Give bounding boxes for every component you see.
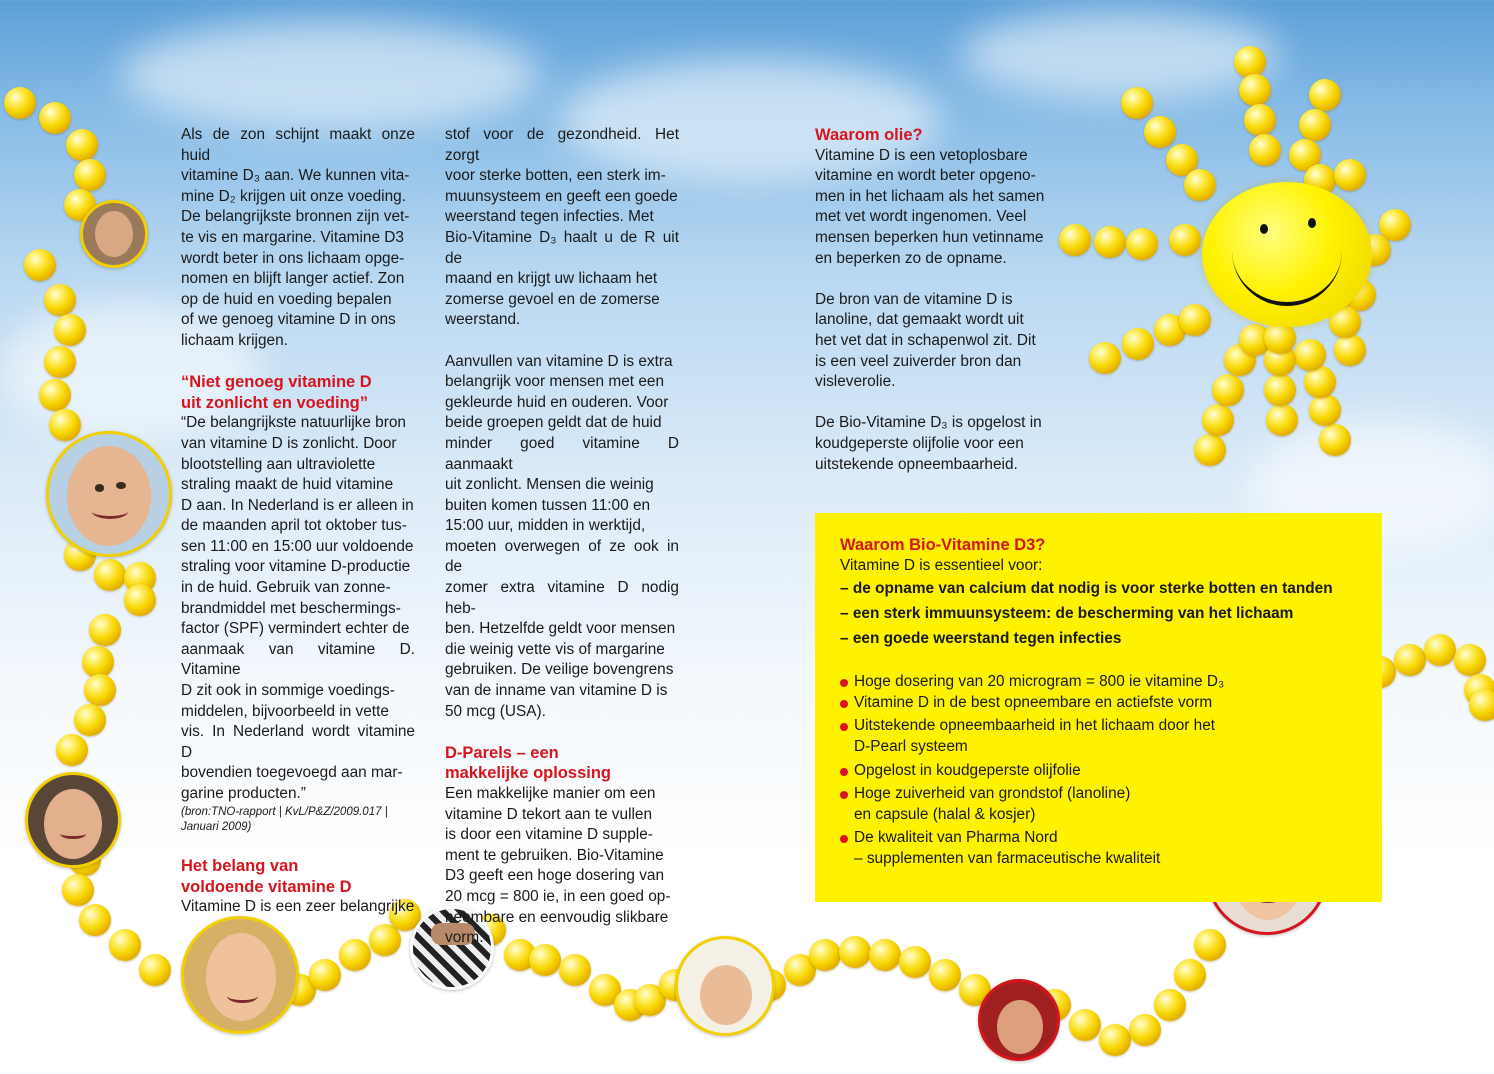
text-line: garine producten.” (181, 785, 306, 802)
column-2 (445, 125, 679, 949)
citation-line: (bron:TNO-rapport | KvL/P&Z/2009.017 | (181, 805, 388, 818)
benefit-dash-item: – een sterk immuunsysteem: de bescherming van het lichaam (840, 605, 1294, 623)
benefit-dash-item: – een goede weerstand tegen infecties (840, 630, 1122, 648)
heading-line: Het belang van (181, 857, 299, 876)
capsule-bead (109, 929, 141, 961)
text-line: Vitamine D is een vetoplosbare (815, 146, 1028, 164)
text-line: koudgeperste olijfolie voor een (815, 434, 1024, 452)
text-line: minder goed vitamine D aanmaakt (445, 434, 679, 473)
text-line: De Bio-Vitamine D₃ is opgelost in (815, 414, 1042, 432)
capsule-bead (39, 102, 71, 134)
bullet-line: Hoge zuiverheid van grondstof (lanoline) (854, 785, 1131, 803)
capsule-bead (1194, 434, 1226, 466)
capsule-bead (1244, 104, 1276, 136)
col2-paragraph-2 (445, 352, 679, 723)
portrait-laughing-woman (181, 916, 299, 1034)
bullet-line: D-Pearl systeem (854, 737, 968, 755)
capsule-bead (1264, 374, 1296, 406)
capsule-bead (1212, 374, 1244, 406)
capsule-bead (1122, 328, 1154, 360)
text-line: vitamine D₃ aan. We kunnen vita- (181, 167, 410, 185)
text-line: straling maakt de huid vitamine (181, 476, 394, 494)
capsule-bead (1454, 644, 1486, 676)
capsule-bead (1069, 1009, 1101, 1041)
capsule-bead (1394, 644, 1426, 676)
capsule-bead (84, 674, 116, 706)
capsule-bead (899, 946, 931, 978)
text-line: zomerse gevoel en de zomerse (445, 290, 660, 308)
capsule-bead (54, 314, 86, 346)
capsule-bead (1309, 394, 1341, 426)
capsule-bead (1249, 134, 1281, 166)
capsule-bead (1202, 404, 1234, 436)
text-line: lichaam krijgen. (181, 331, 288, 349)
text-line: het vet dat in schapenwol zit. Dit (815, 331, 1036, 349)
bullet-line: en capsule (halal & kosjer) (854, 805, 1036, 823)
capsule-bead (49, 409, 81, 441)
text-line: van de inname van vitamine D is (445, 682, 668, 700)
bullet-line: Uitstekende opneembaarheid in het lichaam door het (854, 717, 1216, 735)
text-line: 50 mcg (USA). (445, 702, 546, 720)
capsule-bead (1154, 989, 1186, 1021)
text-line: voor sterke botten, een sterk im- (445, 167, 666, 185)
text-line: bovendien toegevoegd aan mar- (181, 764, 403, 782)
capsule-bead (1319, 424, 1351, 456)
capsule-bead (74, 159, 106, 191)
capsule-bead (1184, 169, 1216, 201)
text-line: 15:00 uur, midden in werktijd, (445, 517, 646, 535)
portrait-girl-hat (675, 936, 775, 1036)
text-line: D zit ook in sommige voedings- (181, 682, 395, 700)
capsule-bead (839, 936, 871, 968)
capsule-bead (1424, 634, 1456, 666)
benefits-title: Waarom Bio-Vitamine D3? (840, 536, 1046, 554)
capsule-bead (809, 939, 841, 971)
heading-line: voldoende vitamine D (181, 877, 352, 896)
capsule-bead (1309, 79, 1341, 111)
text-line: vis. In Nederland wordt vitamine D (181, 723, 415, 761)
heading-line: makkelijke oplossing (445, 764, 611, 783)
text-line: en beperken zo de opname. (815, 249, 1007, 267)
capsule-bead (74, 704, 106, 736)
text-line: die weinig vette vis of margarine (445, 640, 665, 658)
benefit-bullet (840, 672, 1370, 693)
capsule-bead (124, 584, 156, 616)
benefit-bullet (840, 761, 1370, 782)
text-line: vitamine en wordt beter opgeno- (815, 167, 1036, 185)
capsule-bead (62, 874, 94, 906)
portrait-woman-glasses (80, 200, 148, 268)
capsule-bead (39, 379, 71, 411)
capsule-bead (1059, 224, 1091, 256)
text-line: vitamine D tekort aan te vullen (445, 805, 653, 823)
text-line: ben. Hetzelfde geldt voor mensen (445, 620, 676, 638)
text-line: brandmiddel met beschermings- (181, 599, 401, 617)
capsule-bead (1239, 74, 1271, 106)
sun-smile (1232, 212, 1342, 306)
capsule-bead (1174, 959, 1206, 991)
benefit-bullet (840, 828, 1370, 869)
capsule-bead (929, 959, 961, 991)
text-line: vorm. (445, 929, 484, 947)
capsule-bead (1099, 1024, 1131, 1056)
col1-paragraph-3 (181, 897, 415, 918)
text-line: Als de zon schijnt maakt onze huid (181, 126, 415, 164)
text-line: te vis en margarine. Vitamine D3 (181, 228, 404, 246)
capsule-bead (4, 87, 36, 119)
capsule-bead (1144, 116, 1176, 148)
col3-paragraph-2 (815, 290, 1045, 393)
benefits-intro: Vitamine D is essentieel voor: (840, 556, 1043, 574)
portrait-young-man (25, 772, 121, 868)
text-line: Een makkelijke manier om een (445, 785, 656, 802)
text-line: muunsysteem en geeft een goede (445, 187, 678, 205)
heading-line: uit zonlicht en voeding” (181, 393, 368, 412)
capsule-bead (529, 944, 561, 976)
capsule-bead (66, 129, 98, 161)
text-line: weerstand tegen infecties. Met (445, 208, 654, 226)
benefits-box-content (840, 535, 1370, 870)
text-line: belangrijk voor mensen met een (445, 373, 665, 391)
heading-line: D-Parels – een (445, 743, 559, 762)
capsule-bead (79, 904, 111, 936)
text-line: ment te gebruiken. Bio-Vitamine (445, 846, 664, 864)
text-line: moeten overwegen of ze ook in de (445, 537, 679, 576)
text-line: de maanden april tot oktober tus- (181, 517, 407, 535)
heading-line: “Niet genoeg vitamine D (181, 373, 372, 392)
capsule-bead (1266, 404, 1298, 436)
capsule-bead (1334, 159, 1366, 191)
text-line: lanoline, dat gemaakt wordt uit (815, 311, 1024, 329)
text-line: straling voor vitamine D-productie (181, 558, 411, 576)
capsule-bead (309, 959, 341, 991)
portrait-man-cap (978, 979, 1060, 1061)
col1-paragraph-1 (181, 125, 415, 352)
capsule-bead (869, 939, 901, 971)
col2-paragraph-1 (445, 125, 679, 331)
text-line: sen 11:00 en 15:00 uur voldoende (181, 537, 414, 555)
col3-paragraph-1 (815, 146, 1045, 270)
text-line: uit zonlicht. Mensen die weinig (445, 476, 654, 494)
text-line: met vet wordt ingenomen. Veel (815, 208, 1027, 226)
text-line: factor (SPF) vermindert echter de (181, 620, 410, 638)
col1-paragraph-2 (181, 413, 415, 804)
text-line: weerstand. (445, 311, 521, 329)
text-line: buiten komen tussen 11:00 en (445, 496, 651, 514)
capsule-bead (89, 614, 121, 646)
col3-paragraph-3 (815, 413, 1045, 475)
capsule-bead (139, 954, 171, 986)
citation-line: Januari 2009) (181, 821, 252, 834)
bullet-line: De kwaliteit van Pharma Nord (854, 829, 1058, 847)
col1-heading-1 (181, 372, 415, 413)
col2-paragraph-3 (445, 784, 679, 949)
text-line: gekleurde huid en ouderen. Voor (445, 393, 669, 411)
text-line: zomer extra vitamine D nodig heb- (445, 579, 679, 617)
sun-smiley-icon (1202, 182, 1372, 327)
text-line: mensen beperken hun vetinname (815, 228, 1044, 246)
capsule-bead (1194, 929, 1226, 961)
cloud (120, 20, 540, 130)
text-line: stof voor de gezondheid. Het zorgt (445, 126, 679, 164)
capsule-bead (559, 954, 591, 986)
text-line: is door een vitamine D supple- (445, 826, 653, 844)
capsule-bead (1129, 1014, 1161, 1046)
text-line: De belangrijkste bronnen zijn vet- (181, 208, 410, 226)
capsule-bead (339, 939, 371, 971)
benefit-bullet (840, 693, 1370, 714)
col2-heading-1 (445, 743, 679, 784)
text-line: is een veel zuiverder bron dan (815, 352, 1022, 370)
text-line: Aanvullen van vitamine D is extra (445, 352, 673, 370)
text-line: “De belangrijkste natuurlijke bron (181, 414, 406, 432)
bullet-line: – supplementen van farmaceutische kwaliteit (854, 849, 1161, 867)
cloud (960, 10, 1280, 100)
capsule-bead (1126, 228, 1158, 260)
capsule-bead (1334, 334, 1366, 366)
text-line: aanmaak van vitamine D. Vitamine (181, 640, 415, 679)
text-line: neembare en eenvoudig slikbare (445, 908, 669, 926)
text-line: D3 geeft een hoge dosering van (445, 867, 665, 885)
text-line: Bio-Vitamine D₃ haalt u de R uit de (445, 228, 679, 267)
text-line: van vitamine D is zonlicht. Door (181, 434, 397, 452)
capsule-bead (1089, 342, 1121, 374)
capsule-bead (44, 284, 76, 316)
text-line: mine D₂ krijgen uit onze voeding. (181, 187, 406, 205)
column-3 (815, 125, 1045, 475)
text-line: maand en krijgt uw lichaam het (445, 270, 658, 288)
capsule-bead (1169, 224, 1201, 256)
capsule-bead (1121, 87, 1153, 119)
bullet-line: Vitamine D in de best opneembare en actiefste vorm (854, 693, 1213, 711)
text-line: gebruiken. De veilige bovengrens (445, 661, 674, 679)
col1-heading-2 (181, 856, 415, 897)
text-line: visleverolie. (815, 373, 896, 391)
text-line: 20 mcg = 800 ie, in een goed op- (445, 887, 671, 905)
text-line: beide groepen geldt dat de huid (445, 414, 662, 432)
capsule-bead (1299, 109, 1331, 141)
bullet-line: Opgelost in koudgeperste olijfolie (854, 761, 1081, 779)
column-1 (181, 125, 415, 918)
capsule-bead (1094, 226, 1126, 258)
text-line: nomen en blijft langer actief. Zon (181, 270, 405, 288)
text-line: Vitamine D is een zeer belangrijke (181, 898, 415, 916)
text-line: of we genoeg vitamine D in ons (181, 311, 396, 329)
capsule-bead (1294, 339, 1326, 371)
source-citation (181, 805, 415, 836)
capsule-bead (94, 559, 126, 591)
text-line: De bron van de vitamine D is (815, 290, 1013, 308)
text-line: blootstelling aan ultraviolette (181, 455, 376, 473)
text-line: uitstekende opneembaarheid. (815, 455, 1018, 473)
text-line: wordt beter in ons lichaam opge- (181, 249, 405, 267)
capsule-bead (44, 346, 76, 378)
col3-heading-1: Waarom olie? (815, 126, 923, 144)
capsule-bead (1179, 304, 1211, 336)
benefit-bullet (840, 716, 1370, 757)
benefit-bullet (840, 784, 1370, 825)
portrait-older-man (46, 431, 172, 557)
text-line: middelen, bijvoorbeeld in vette (181, 702, 389, 720)
text-line: in de huid. Gebruik van zonne- (181, 579, 391, 597)
text-line: D aan. In Nederland is er alleen in (181, 496, 414, 514)
capsule-bead (24, 249, 56, 281)
text-line: op de huid en voeding bepalen (181, 290, 392, 308)
text-line: men in het lichaam als het samen (815, 187, 1045, 205)
capsule-bead (1469, 689, 1494, 721)
capsule-bead (56, 734, 88, 766)
capsule-bead (1234, 46, 1266, 78)
benefits-box (815, 513, 1382, 902)
bullet-line: Hoge dosering van 20 microgram = 800 ie vitamine D₃ (854, 673, 1225, 691)
benefit-dash-item: – de opname van calcium dat nodig is voor sterke botten en tanden (840, 580, 1333, 598)
